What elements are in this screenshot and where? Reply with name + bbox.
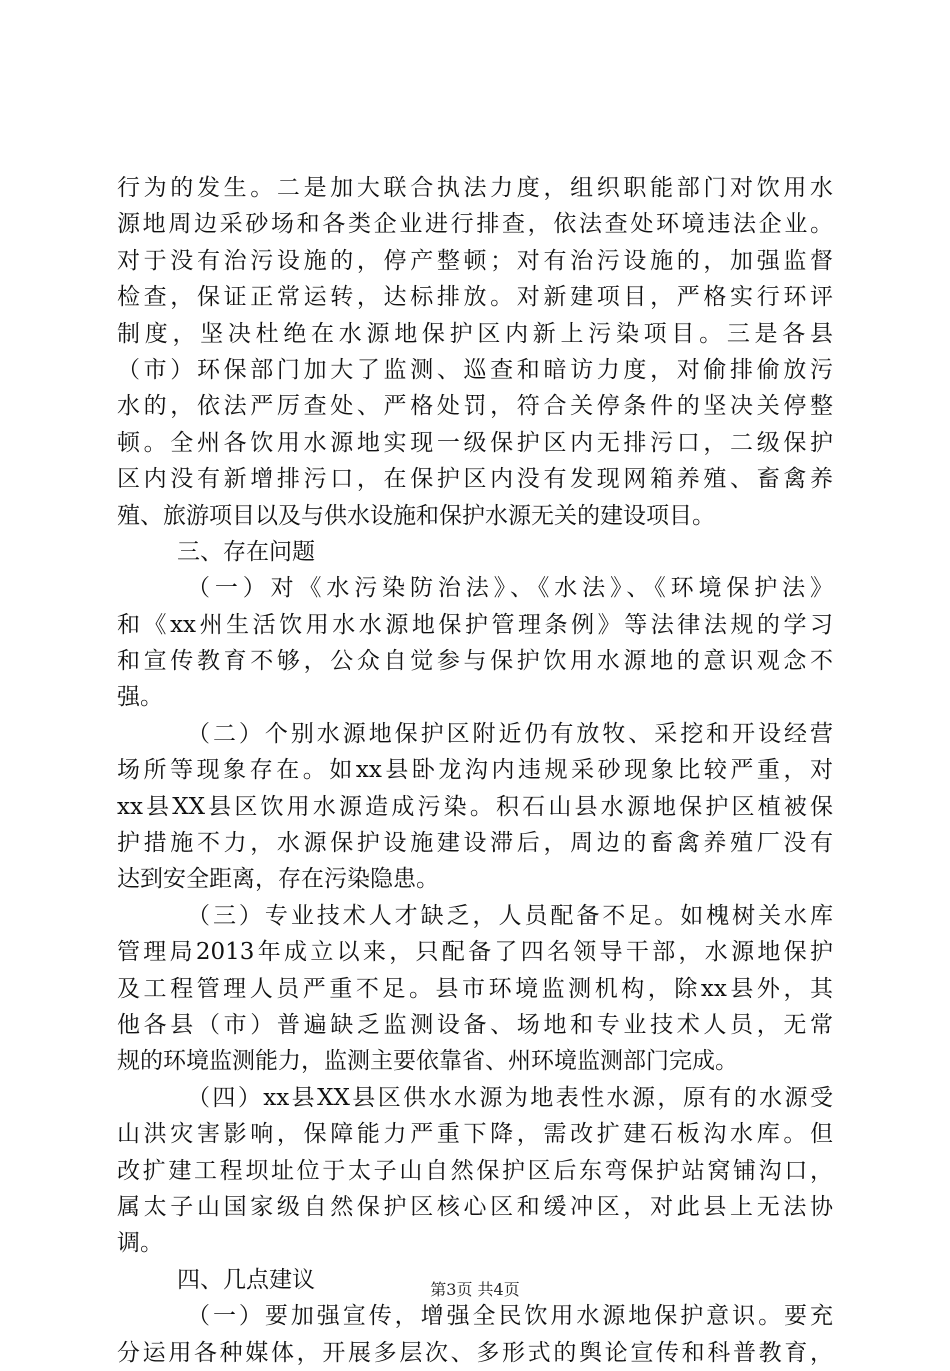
paragraph-line: 达到安全距离，存在污染隐患。 [117,866,439,893]
paragraph-line: 护措施不力，水源保护设施建设滞后，周边的畜禽养殖厂没有 [117,830,833,857]
paragraph-line: 场所等现象存在。如xx县卧龙沟内违规采砂现象比较严重，对 [117,757,833,784]
paragraph-line: （二）个别水源地保护区附近仍有放牧、采挖和开设经营 [187,720,833,747]
paragraph-line: 源地周边采砂场和各类企业进行排查，依法查处环境违法企业。 [117,211,833,238]
paragraph-line: 及工程管理人员严重不足。县市环境监测机构，除xx县外，其 [117,975,833,1002]
paragraph-line: 和《xx州生活饮用水水源地保护管理条例》等法律法规的学习 [117,611,833,638]
section-heading: 四、几点建议 [177,1266,315,1293]
paragraph-line: 他各县（市）普遍缺乏监测设备、场地和专业技术人员，无常 [117,1011,833,1038]
paragraph-line: 和宣传教育不够，公众自觉参与保护饮用水源地的意识观念不 [117,648,833,675]
paragraph-line: （三）专业技术人才缺乏，人员配备不足。如槐树关水库 [187,902,833,929]
paragraph-line: xx县XX县区饮用水源造成污染。积石山县水源地保护区植被保 [117,793,833,820]
paragraph-line: 强。 [117,684,163,711]
paragraph-line: 属太子山国家级自然保护区核心区和缓冲区，对此县上无法协 [117,1193,833,1220]
paragraph-line: 顿。全州各饮用水源地实现一级保护区内无排污口，二级保护 [117,429,833,456]
paragraph-line: 制度，坚决杜绝在水源地保护区内新上污染项目。三是各县 [117,320,833,347]
paragraph-line: 检查，保证正常运转，达标排放。对新建项目，严格实行环评 [117,284,833,311]
paragraph-line: （四）xx县XX县区供水水源为地表性水源，原有的水源受 [187,1084,833,1111]
paragraph-line: 对于没有治污设施的，停产整顿；对有治污设施的，加强监督 [117,247,833,274]
paragraph-line: 调。 [117,1230,163,1257]
paragraph-line: 改扩建工程坝址位于太子山自然保护区后东弯保护站窝铺沟口， [117,1157,833,1184]
paragraph-line: 山洪灾害影响，保障能力严重下降，需改扩建石板沟水库。但 [117,1121,833,1148]
paragraph-line: 管理局2013年成立以来，只配备了四名领导干部，水源地保护 [117,939,833,966]
paragraph-line: （一）要加强宣传，增强全民饮用水源地保护意识。要充 [187,1303,833,1330]
page-number-footer: 第3页 共4页 [430,1280,520,1299]
paragraph-line: 行为的发生。二是加大联合执法力度，组织职能部门对饮用水 [117,175,833,201]
paragraph-line: 水的，依法严厉查处、严格处罚，符合关停条件的坚决关停整 [117,393,833,420]
paragraph-line: 规的环境监测能力，监测主要依靠省、州环境监测部门完成。 [117,1048,738,1075]
document-body [117,170,833,1371]
paragraph-line: 分运用各种媒体，开展多层次、多形式的舆论宣传和科普教育， [117,1339,833,1366]
paragraph-line: （市）环保部门加大了监测、巡查和暗访力度，对偷排偷放污 [117,356,833,383]
paragraph-line: 殖、旅游项目以及与供水设施和保护水源无关的建设项目。 [117,502,715,529]
paragraph-line: 区内没有新增排污口，在保护区内没有发现网箱养殖、畜禽养 [117,466,833,493]
section-heading: 三、存在问题 [177,538,315,565]
paragraph-line: （一）对《水污染防治法》、《水法》、《环境保护法》 [187,575,833,602]
